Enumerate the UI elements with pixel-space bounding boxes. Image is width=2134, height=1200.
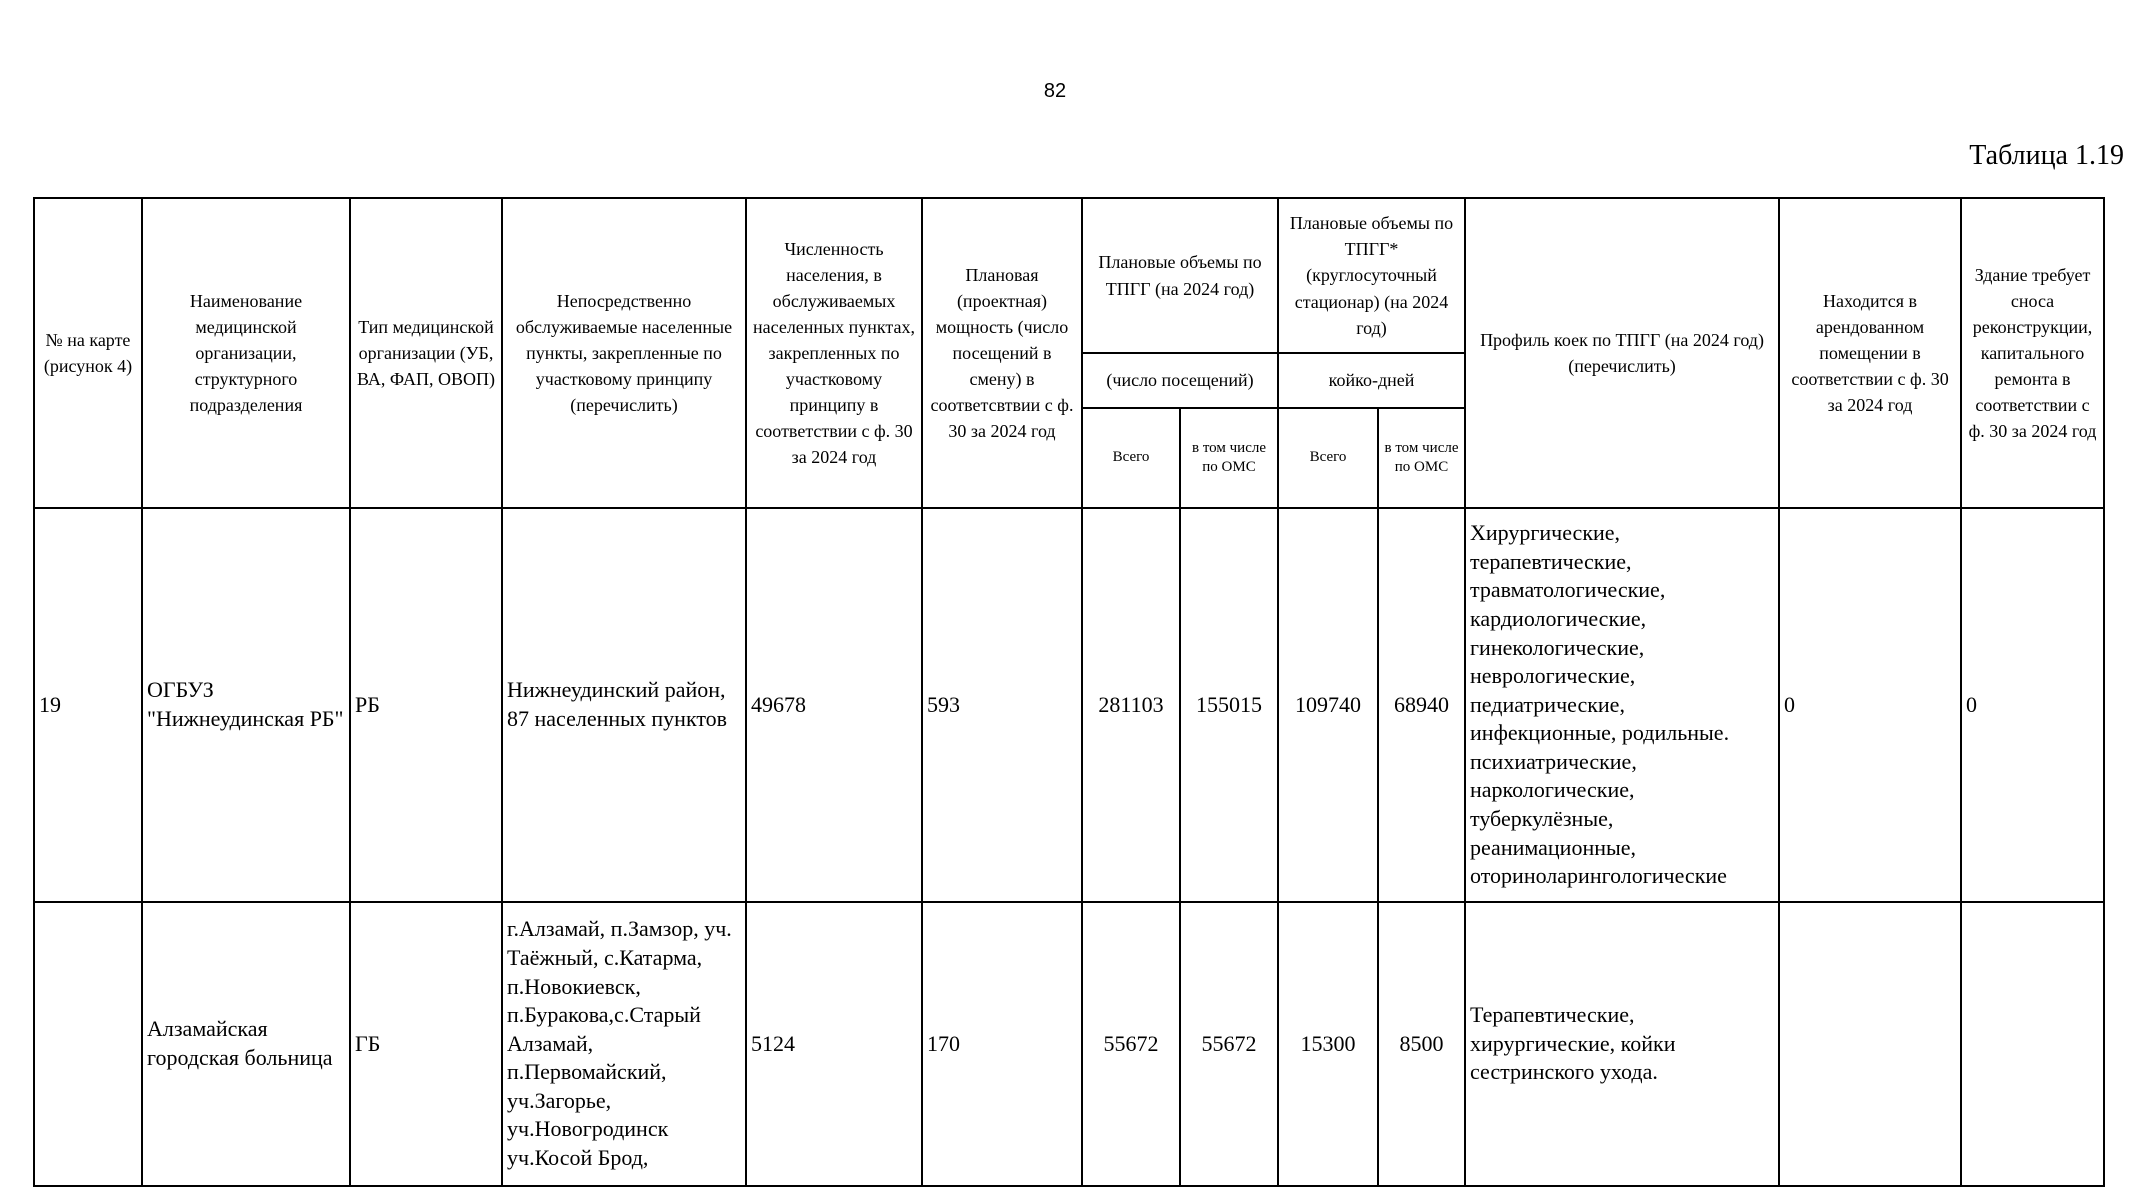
header-visits-unit: (число посещений) (1082, 353, 1278, 408)
cell-bed-profile: Хирургические, терапевтические, травматологические, кардиологические, гинекологические, неврологические, педиатрические, инфекционные, родильные. психиатрические, наркологические, туберкулёзные, реанимационные, оториноларингологические (1465, 508, 1779, 902)
cell-demolition (1961, 902, 2104, 1186)
cell-org-type: ГБ (350, 902, 502, 1186)
table-row (34, 902, 2104, 1186)
cell-beddays-total: 15300 (1278, 902, 1378, 1186)
header-visits-total: Всего (1082, 408, 1180, 508)
header-beddays-total: Всего (1278, 408, 1378, 508)
cell-beddays-total: 109740 (1278, 508, 1378, 902)
cell-visits-oms: 155015 (1180, 508, 1278, 902)
cell-bed-profile: Терапевтические, хирургические, койки сестринского ухода. (1465, 902, 1779, 1186)
header-map-no: № на карте (рисунок 4) (34, 198, 142, 508)
cell-capacity: 170 (922, 902, 1082, 1186)
cell-org-type: РБ (350, 508, 502, 902)
cell-settlements: г.Алзамай, п.Замзор, уч. Таёжный, с.Катарма, п.Новокиевск, п.Буракова,с.Старый Алзамай, п.Первомайский, уч.Загорье, уч.Новогродинск уч.Косой Брод, (502, 902, 746, 1186)
header-bed-days-unit: койко-дней (1278, 353, 1465, 408)
header-beddays-oms: в том числе по ОМС (1378, 408, 1465, 508)
cell-capacity: 593 (922, 508, 1082, 902)
header-tpgg-inpatient: Плановые объемы по ТПГГ* (круглосуточный стационар) (на 2024 год) (1278, 198, 1465, 353)
cell-visits-total: 281103 (1082, 508, 1180, 902)
cell-rented: 0 (1779, 508, 1961, 902)
header-settlements: Непосредственно обслуживаемые населенные пункты, закрепленные по участковому принципу (перечислить) (502, 198, 746, 508)
cell-beddays-oms: 68940 (1378, 508, 1465, 902)
cell-org-name: ОГБУЗ "Нижнеудинская РБ" (142, 508, 350, 902)
header-org-type: Тип медицинской организации (УБ, ВА, ФАП, ОВОП) (350, 198, 502, 508)
table-caption: Таблица 1.19 (1969, 140, 2124, 171)
cell-beddays-oms: 8500 (1378, 902, 1465, 1186)
facilities-table (33, 197, 2105, 1187)
header-rented: Находится в арендованном помещении в соответствии с ф. 30 за 2024 год (1779, 198, 1961, 508)
header-capacity: Плановая (проектная) мощность (число посещений в смену) в соответсвтвии с ф. 30 за 2024 год (922, 198, 1082, 508)
cell-org-name: Алзамайская городская больница (142, 902, 350, 1186)
header-bed-profile: Профиль коек по ТПГГ (на 2024 год) (перечислить) (1465, 198, 1779, 508)
cell-population: 5124 (746, 902, 922, 1186)
header-org-name: Наименование медицинской организации, структурного подразделения (142, 198, 350, 508)
page-number: 82 (1043, 80, 1067, 102)
header-tpgg-volumes: Плановые объемы по ТПГГ (на 2024 год) (1082, 198, 1278, 353)
cell-visits-oms: 55672 (1180, 902, 1278, 1186)
table-row (34, 508, 2104, 902)
cell-settlements: Нижнеудинский район, 87 населенных пунктов (502, 508, 746, 902)
cell-rented (1779, 902, 1961, 1186)
cell-map-no (34, 902, 142, 1186)
cell-map-no: 19 (34, 508, 142, 902)
cell-demolition: 0 (1961, 508, 2104, 902)
cell-visits-total: 55672 (1082, 902, 1180, 1186)
header-population: Численность населения, в обслуживаемых населенных пунктах, закрепленных по участковому принципу в соответствии с ф. 30 за 2024 год (746, 198, 922, 508)
header-demolition: Здание требует сноса реконструкции, капитального ремонта в соответствии с ф. 30 за 2024 год (1961, 198, 2104, 508)
header-visits-oms: в том числе по ОМС (1180, 408, 1278, 508)
cell-population: 49678 (746, 508, 922, 902)
